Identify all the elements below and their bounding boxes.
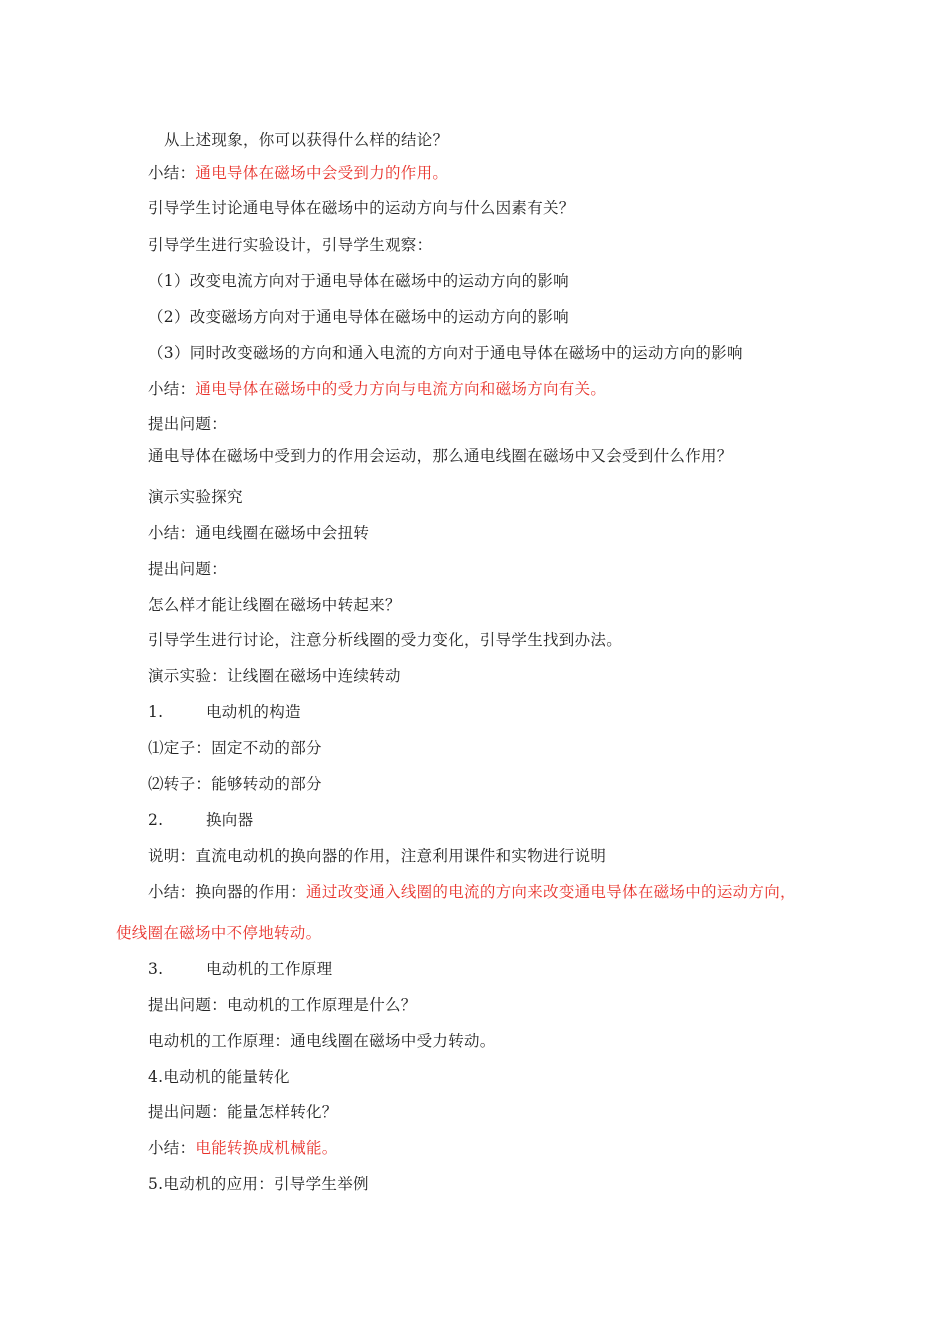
section-heading: 5.电动机的应用：引导学生举例 bbox=[148, 1175, 369, 1193]
text-line: ⑴定子：固定不动的部分 bbox=[148, 739, 322, 757]
section-heading bbox=[148, 810, 253, 830]
section-title: 电动机的构造 bbox=[206, 703, 301, 721]
text-line: 电动机的工作原理：通电线圈在磁场中受力转动。 bbox=[148, 1032, 496, 1050]
section-title: 换向器 bbox=[206, 811, 254, 829]
text-line: 提出问题：电动机的工作原理是什么？ bbox=[148, 996, 417, 1014]
text-line: 提出问题： bbox=[148, 560, 228, 578]
text-line: 说明：直流电动机的换向器的作用，注意利用课件和实物进行说明 bbox=[148, 847, 607, 865]
label: 小结：换向器的作用： bbox=[148, 883, 307, 901]
highlight-text: 通电导体在磁场中会受到力的作用。 bbox=[195, 164, 449, 182]
text-line: 演示实验：让线圈在磁场中连续转动 bbox=[148, 667, 401, 685]
text-line: 提出问题： bbox=[148, 415, 228, 433]
text-line: 演示实验探究 bbox=[148, 488, 243, 506]
highlight-text: 电能转换成机械能。 bbox=[195, 1139, 338, 1157]
summary-line bbox=[148, 1138, 338, 1158]
summary-line bbox=[148, 163, 448, 183]
text-line: 提出问题：能量怎样转化？ bbox=[148, 1103, 338, 1121]
label: 小结： bbox=[148, 164, 196, 182]
label: 小结： bbox=[148, 380, 196, 398]
section-heading: 4.电动机的能量转化 bbox=[148, 1068, 290, 1086]
section-title: 电动机的工作原理 bbox=[206, 960, 333, 978]
highlight-text: 通电导体在磁场中的受力方向与电流方向和磁场方向有关。 bbox=[195, 380, 607, 398]
text-line: 引导学生进行实验设计，引导学生观察： bbox=[148, 236, 433, 254]
text-line: ⑵转子：能够转动的部分 bbox=[148, 775, 322, 793]
highlight-text: 通过改变通入线圈的电流的方向来改变通电导体在磁场中的运动方向， bbox=[306, 883, 796, 901]
text-line: 引导学生讨论通电导体在磁场中的运动方向与什么因素有关？ bbox=[148, 199, 575, 217]
text-line: （1）改变电流方向对于通电导体在磁场中的运动方向的影响 bbox=[148, 272, 569, 290]
text-line: 怎么样才能让线圈在磁场中转起来？ bbox=[148, 596, 401, 614]
section-heading bbox=[148, 702, 301, 722]
summary-line bbox=[148, 379, 606, 399]
text-line: 小结：通电线圈在磁场中会扭转 bbox=[148, 524, 370, 542]
summary-line bbox=[148, 882, 796, 902]
section-number: 3. bbox=[148, 960, 164, 978]
section-number: 1. bbox=[148, 703, 164, 721]
text-line: （2）改变磁场方向对于通电导体在磁场中的运动方向的影响 bbox=[148, 308, 569, 326]
text-line: 引导学生进行讨论，注意分析线圈的受力变化，引导学生找到办法。 bbox=[148, 631, 623, 649]
text-line: 通电导体在磁场中受到力的作用会运动，那么通电线圈在磁场中又会受到什么作用？ bbox=[148, 447, 733, 465]
highlight-text: 使线圈在磁场中不停地转动。 bbox=[116, 924, 322, 942]
section-heading bbox=[148, 959, 332, 979]
text-line: （3）同时改变磁场的方向和通入电流的方向对于通电导体在磁场中的运动方向的影响 bbox=[148, 344, 743, 362]
text-line: 从上述现象，你可以获得什么样的结论？ bbox=[164, 131, 449, 149]
section-number: 2. bbox=[148, 811, 164, 829]
label: 小结： bbox=[148, 1139, 196, 1157]
